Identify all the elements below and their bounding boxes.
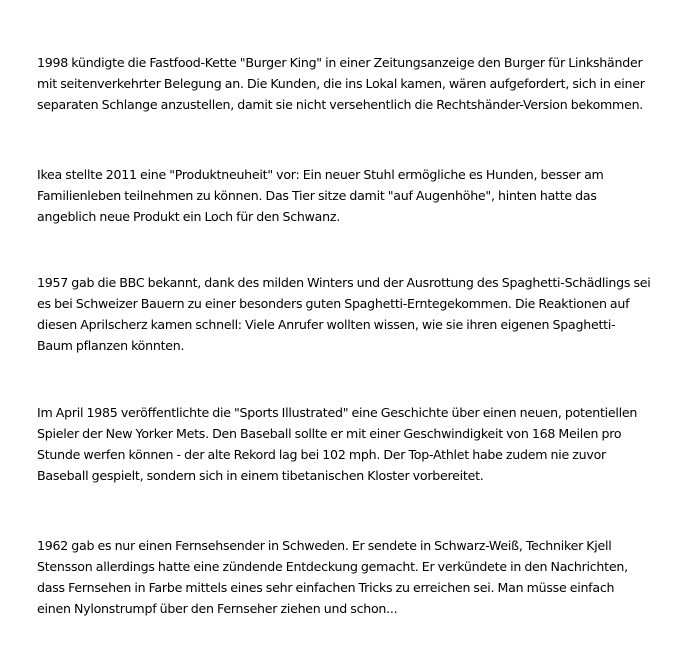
paragraph-bbc-spaghetti xyxy=(37,272,669,356)
paragraph-ikea xyxy=(37,164,669,227)
text-line: Stensson allerdings hatte eine zündende Entdeckung gemacht. Er verkündete in den Nachrichten, xyxy=(37,559,628,574)
text-line: Baseball gespielt, sondern sich in einem tibetanischen Kloster vorbereitet. xyxy=(37,468,484,483)
text-line: es bei Schweizer Bauern zu einer besonders guten Spaghetti-Erntegekommen. Die Reaktionen auf xyxy=(37,296,630,311)
text-line: 1957 gab die BBC bekannt, dank des milden Winters und der Ausrottung des Spaghetti-Schädlings sei xyxy=(37,275,651,290)
text-line: Im April 1985 veröffentlichte die "Sports Illustrated" eine Geschichte über einen neuen, potentiellen xyxy=(37,405,638,420)
text-line: Spieler der New Yorker Mets. Den Baseball sollte er mit einer Geschwindigkeit von 168 Meilen pro xyxy=(37,426,622,441)
text-line: 1998 kündigte die Fastfood-Kette "Burger King" in einer Zeitungsanzeige den Burger für Linkshänder xyxy=(37,55,643,70)
paragraph-burger-king xyxy=(37,52,669,115)
text-line: Ikea stellte 2011 eine "Produktneuheit" vor: Ein neuer Stuhl ermögliche es Hunden, besser am xyxy=(37,167,604,182)
text-line: Baum pflanzen könnten. xyxy=(37,338,185,353)
text-line: Stunde werfen können - der alte Rekord lag bei 102 mph. Der Top-Athlet habe zudem nie zuvor xyxy=(37,447,606,462)
text-line: diesen Aprilscherz kamen schnell: Viele Anrufer wollten wissen, wie sie ihren eigenen Spaghetti- xyxy=(37,317,616,332)
text-line: einen Nylonstrumpf über den Fernseher ziehen und schon... xyxy=(37,601,398,616)
paragraph-sweden-tv xyxy=(37,535,669,619)
text-line: mit seitenverkehrter Belegung an. Die Kunden, die ins Lokal kamen, wären aufgefordert, sich in einer xyxy=(37,76,645,91)
text-line: angeblich neue Produkt ein Loch für den Schwanz. xyxy=(37,209,340,224)
text-line: dass Fernsehen in Farbe mittels eines sehr einfachen Tricks zu erreichen sei. Man müsse einfach xyxy=(37,580,615,595)
paragraph-sports-illustrated xyxy=(37,402,669,486)
text-line: 1962 gab es nur einen Fernsehsender in Schweden. Er sendete in Schwarz-Weiß, Techniker Kjell xyxy=(37,538,612,553)
text-line: Familienleben teilnehmen zu können. Das Tier sitze damit "auf Augenhöhe", hinten hatte das xyxy=(37,188,597,203)
text-line: separaten Schlange anzustellen, damit sie nicht versehentlich die Rechtshänder-Version bekommen. xyxy=(37,97,644,112)
